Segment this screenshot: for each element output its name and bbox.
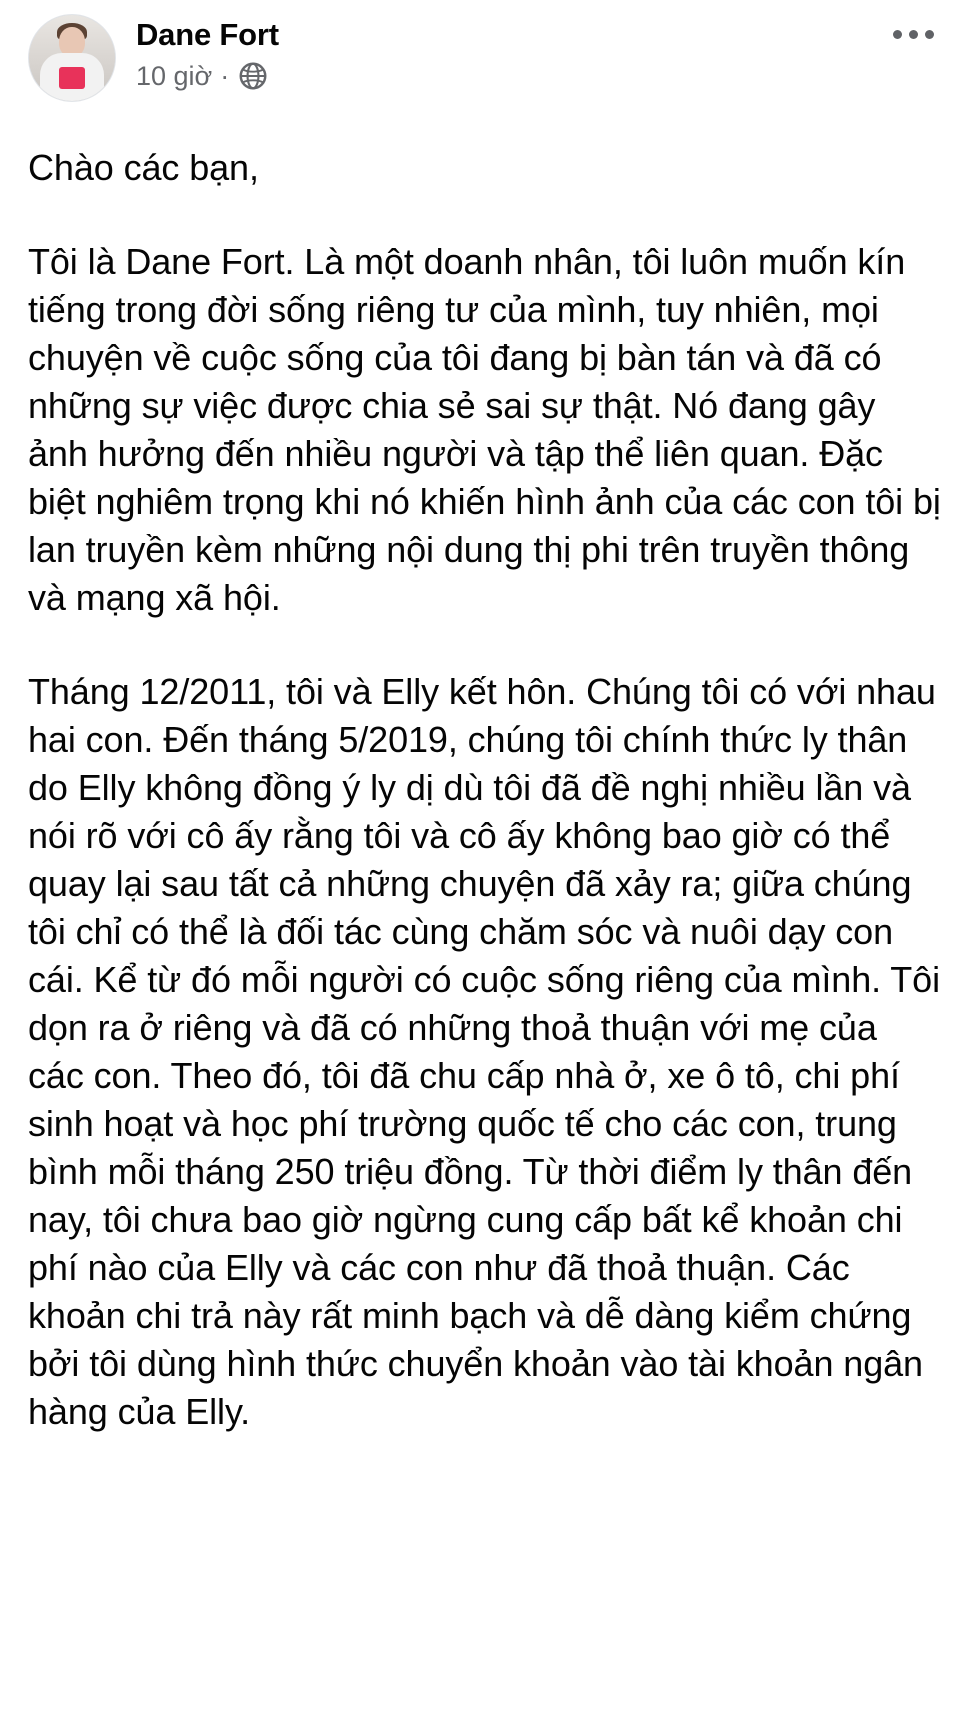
avatar[interactable] [28, 14, 116, 102]
avatar-shirt-logo [59, 67, 85, 89]
meta-separator: · [220, 61, 230, 91]
author-name[interactable]: Dane Fort [136, 17, 279, 52]
more-dot-icon [893, 30, 902, 39]
post-header [28, 0, 942, 110]
post-paragraph: Tôi là Dane Fort. Là một doanh nhân, tôi luôn muốn kín tiếng trong đời sống riêng tư của mình, tuy nhiên, mọi chuyện về cuộc sống của tôi đang bị bàn tán và đã có những sự việc được chia sẻ sai sự thật. Nó đang gây ảnh hưởng đến nhiều người và tập thể liên quan. Đặc biệt nghiêm trọng khi nó khiến hình ảnh của các con tôi bị lan truyền kèm những nội dung thị phi trên truyền thông và mạng xã hội. [28, 241, 941, 618]
more-dot-icon [909, 30, 918, 39]
post-paragraph: Chào các bạn, [28, 147, 259, 188]
post-meta [136, 60, 279, 92]
post-paragraph: Tháng 12/2011, tôi và Elly kết hôn. Chúng tôi có với nhau hai con. Đến tháng 5/2019, chúng tôi chính thức ly thân do Elly không đồng ý ly dị dù tôi đã đề nghị nhiều lần và nói rõ với cô ấy rằng tôi và cô ấy không bao giờ có thể quay lại sau tất cả những chuyện đã xảy ra; giữa chúng tôi chỉ có thể là đối tác cùng chăm sóc và nuôi dạy con cái. Kể từ đó mỗi người có cuộc sống riêng của mình. Tôi dọn ra ở riêng và đã có những thoả thuận với mẹ của các con. Theo đó, tôi đã chu cấp nhà ở, xe ô tô, chi phí sinh hoạt và học phí trường quốc tế cho các con, trung bình mỗi tháng 250 triệu đồng. Từ thời điểm ly thân đến nay, tôi chưa bao giờ ngừng cung cấp bất kể khoản chi phí nào của Elly và các con như đã thoả thuận. Các khoản chi trả này rất minh bạch và dễ dàng kiểm chứng bởi tôi dùng hình thức chuyển khoản vào tài khoản ngân hàng của Elly. [28, 671, 940, 1432]
more-dot-icon [925, 30, 934, 39]
post-body [28, 144, 942, 1436]
globe-icon[interactable] [239, 62, 267, 90]
post-more-options-button[interactable] [884, 16, 942, 52]
post-header-text [136, 10, 279, 92]
post-timestamp[interactable]: 10 giờ [136, 61, 213, 91]
